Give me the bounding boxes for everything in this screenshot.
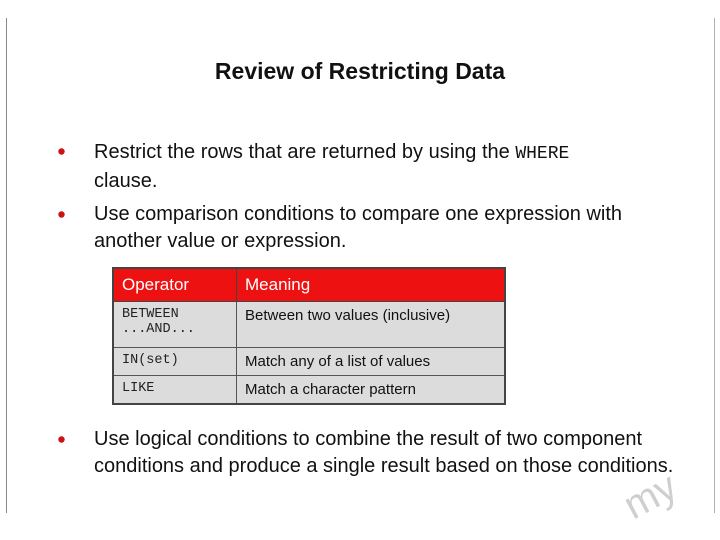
watermark: my [616,464,685,529]
slide-left-edge [6,18,7,513]
bullet-1-text-after: clause. [94,170,158,192]
table-row [113,302,505,348]
bullet-1-text-before: Restrict the rows that are returned by using the [94,141,516,163]
bullet-icon [57,147,66,156]
bullet-icon [57,210,66,219]
bullet-icon [57,435,66,444]
table-row [113,376,505,405]
meaning-cell: Match a character pattern [237,376,506,405]
table-row [113,348,505,376]
operator-cell: IN(set) [113,348,237,376]
header-operator: Operator [113,268,237,302]
slide-right-edge [714,18,715,513]
bullet-text-1 [94,139,674,195]
operator-cell: BETWEEN ...AND... [113,302,237,348]
where-keyword: WHERE [515,144,570,164]
slide-title: Review of Restricting Data [214,58,506,84]
meaning-cell: Between two values (inclusive) [237,302,506,348]
table-header-row [113,268,505,302]
operators-table [112,267,506,405]
bullet-text-2: Use comparison conditions to compare one expression with another value or expression. [94,203,623,252]
header-meaning: Meaning [237,268,506,302]
meaning-cell: Match any of a list of values [237,348,506,376]
bullet-text-3: Use logical conditions to combine the result of two component conditions and produce a single result based on those conditions. [94,428,674,477]
operator-cell: LIKE [113,376,237,405]
